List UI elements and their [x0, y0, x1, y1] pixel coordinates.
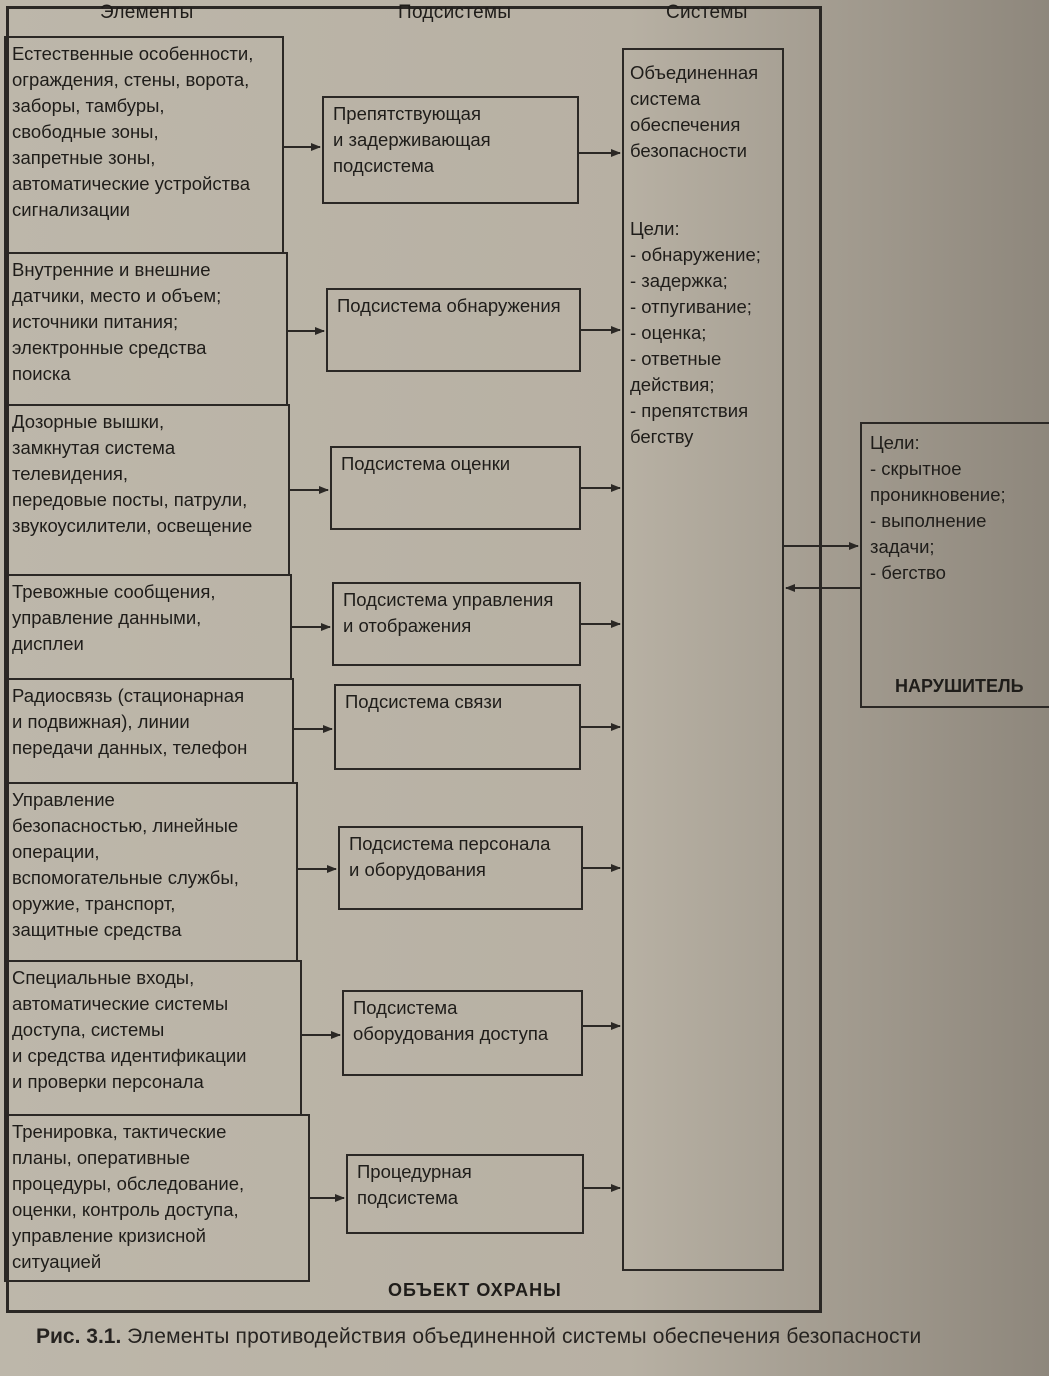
subsystem-box-personnel: Подсистема персонала и оборудования: [338, 826, 583, 910]
subsystem-box-access: Подсистема оборудования доступа: [342, 990, 583, 1076]
header-systems: Системы: [666, 2, 748, 23]
element-box-barriers: Естественные особенности, ограждения, стены, ворота, заборы, тамбуры, свободные зоны, запретные зоны, автоматические устройства сигнализации: [4, 36, 284, 254]
element-box-radio: Радиосвязь (стационарная и подвижная), линии передачи данных, телефон: [4, 678, 294, 784]
caption-number: Рис. 3.1.: [36, 1325, 122, 1348]
caption-text: Элементы противодействия объединенной системы обеспечения безопасности: [127, 1325, 922, 1348]
subsystem-box-procedural: Процедурная подсистема: [346, 1154, 584, 1234]
system-goals: Цели: - обнаружение; - задержка; - отпугивание; - оценка; - ответные действия; - препятствия бегству: [630, 218, 761, 447]
element-box-management: Управление безопасностью, линейные операции, вспомогательные службы, оружие, транспорт, защитные средства: [4, 782, 298, 962]
subsystem-box-control-display: Подсистема управления и отображения: [332, 582, 581, 666]
object-label: ОБЪЕКТ ОХРАНЫ: [388, 1280, 562, 1300]
subsystem-box-assessment: Подсистема оценки: [330, 446, 581, 530]
intruder-label: НАРУШИТЕЛЬ: [895, 676, 1024, 696]
subsystem-box-detection: Подсистема обнаружения: [326, 288, 581, 372]
subsystem-box-communication: Подсистема связи: [334, 684, 581, 770]
header-subsystems: Подсистемы: [398, 2, 512, 23]
element-box-entrances: Специальные входы, автоматические системы доступа, системы и средства идентификации и проверки персонала: [4, 960, 302, 1116]
subsystem-box-barrier: Препятствующая и задерживающая подсистема: [322, 96, 579, 204]
element-box-sensors: Внутренние и внешние датчики, место и объем; источники питания; электронные средства поиска: [4, 252, 288, 406]
system-name: Объединенная система обеспечения безопасности: [630, 62, 759, 161]
element-box-training: Тренировка, тактические планы, оперативные процедуры, обследование, оценки, контроль доступа, управление кризисной ситуацией: [4, 1114, 310, 1282]
header-elements: Элементы: [100, 2, 194, 23]
intruder-goals: Цели: - скрытное проникновение; - выполнение задачи; - бегство: [870, 432, 1006, 583]
element-box-alarms: Тревожные сообщения, управление данными, дисплеи: [4, 574, 292, 680]
element-box-watchtowers: Дозорные вышки, замкнутая система телевидения, передовые посты, патрули, звукоусилители, освещение: [4, 404, 290, 576]
